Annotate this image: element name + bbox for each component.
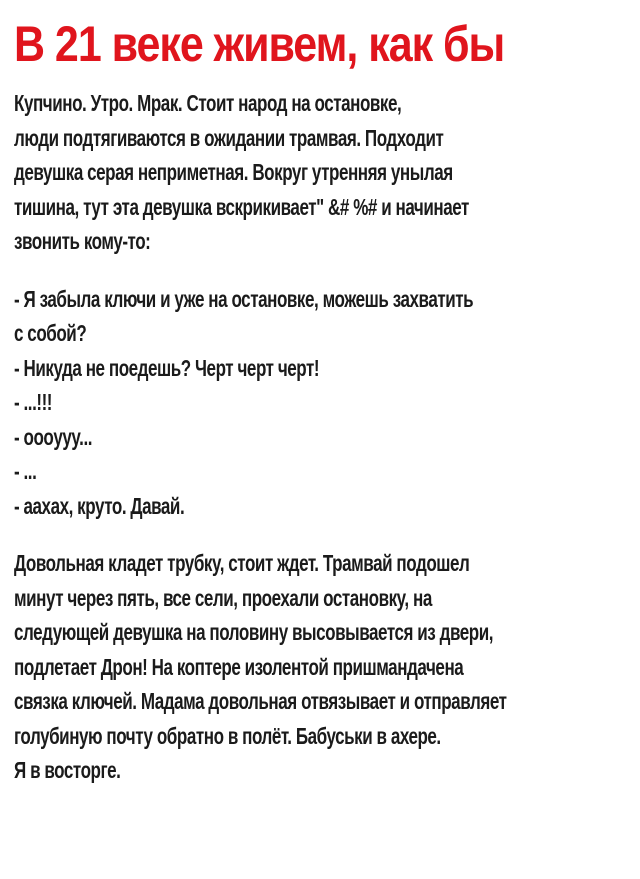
dialogue-line: - oooyyy...: [14, 423, 93, 450]
dialogue-block: [14, 282, 621, 524]
text-line: подлетает Дрон! На коптере изолентой пришмандачена: [14, 653, 464, 680]
dialogue-line: с собой?: [14, 320, 87, 346]
text-line: следующей девушка на половину высовывается из двери,: [14, 619, 494, 645]
text-line: Я в восторге.: [14, 757, 121, 783]
outcome-paragraph: [14, 546, 621, 788]
intro-paragraph: [14, 86, 621, 259]
text-line: минут через пять, все сели, проехали остановку, на: [14, 584, 432, 611]
text-line: девушка серая неприметная. Вокруг утренняя унылая: [14, 159, 453, 185]
text-line: люди подтягиваются в ожидании трамвая. Подходит: [14, 124, 444, 151]
text-line: связка ключей. Мадама довольная отвязывает и отправляет: [14, 688, 507, 714]
text-line: Купчино. Утро. Мрак. Стоит народ на остановке,: [14, 90, 402, 116]
text-line: голубиную почту обратно в полёт. Бабуськи в ахере.: [14, 722, 441, 749]
text-line: звонить кому-то:: [14, 228, 151, 254]
meme-title: В 21 веке живем, как бы: [14, 16, 505, 72]
dialogue-line: - ...!!!: [14, 389, 53, 415]
text-line: тишина, тут эта девушка вскрикивает" &# %# и начинает: [14, 193, 469, 220]
dialogue-line: - Никуда не поедешь? Черт черт черт!: [14, 354, 320, 381]
dialogue-line: - Я забыла ключи и уже на остановке, можешь захватить: [14, 285, 474, 312]
dialogue-line: - ...: [14, 458, 37, 484]
text-line: Довольная кладет трубку, стоит ждет. Трамвай подошел: [14, 550, 470, 576]
dialogue-line: - аахах, круто. Давай.: [14, 492, 185, 519]
